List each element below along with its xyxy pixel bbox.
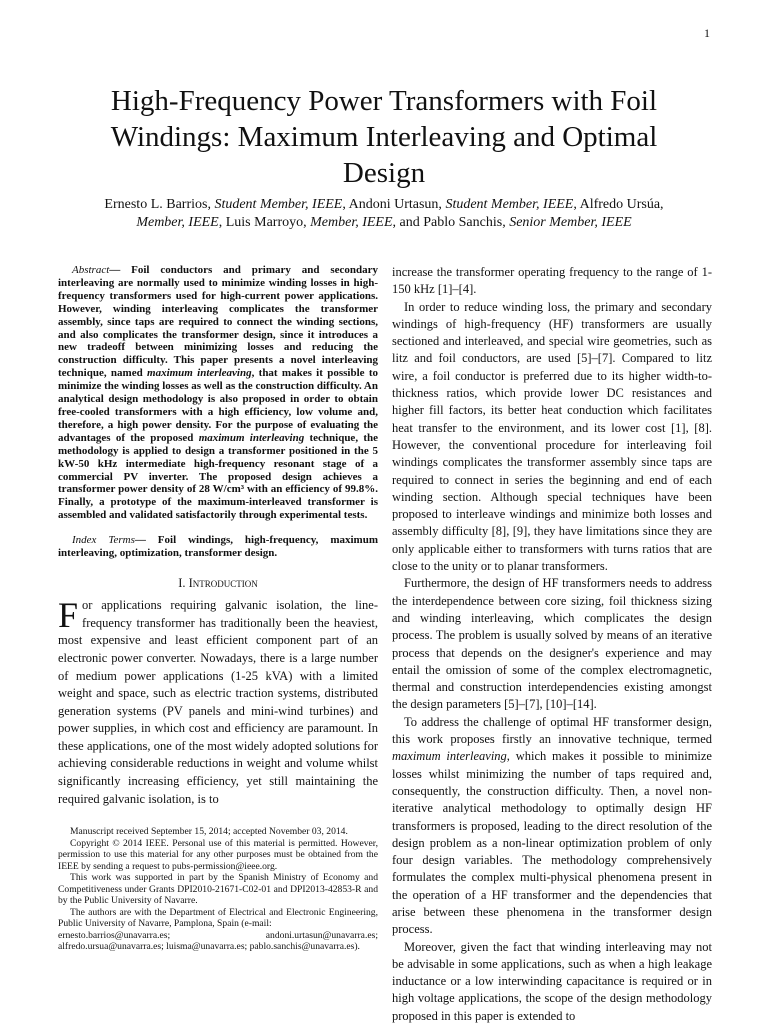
footnote-funding: This work was supported in part by the Spanish Ministry of Economy and Competitiveness under Grants DPI2010-21671-C02-01 and DPI2013-42853-R and by the Public University of Navarre. xyxy=(58,872,378,906)
abstract-label: Abstract xyxy=(72,264,110,276)
index-terms-label: Index Terms xyxy=(72,534,135,547)
right-column xyxy=(392,264,712,1025)
author-role: Member, IEEE xyxy=(310,215,393,230)
footnote-email-row xyxy=(58,930,378,942)
footnote-email-line: alfredo.ursua@unavarra.es; luisma@unavarra.es; pablo.sanchis@unavarra.es). xyxy=(58,941,360,952)
body-paragraph: Moreover, given the fact that winding interleaving may not be advisable in some applications, such as when a high leakage inductance or a low interwinding capacitance is required or in high voltage applications, the scope of the design methodology proposed in this paper is extended to xyxy=(392,939,712,1023)
body-text: To address the challenge of optimal HF transformer design, this work proposes firstly an innovative technique, termed xyxy=(392,714,712,747)
email: andoni.urtasun@unavarra.es; xyxy=(265,929,378,941)
author-list xyxy=(70,196,698,232)
author-name: , and Pablo Sanchis, xyxy=(392,215,510,230)
body-paragraph: Furthermore, the design of HF transformers needs to address the interdependence between core sizing, foil thickness sizing and winding interleaving, which complicates the design process. The problem is usually solved by means of an iterative process that depends on the designer's experience and may entail the omission of some of the complex electromagnetic, thermal and construction interdependencies existing amongst the design parameters [5]–[7], [10]–[14]. xyxy=(392,576,712,712)
author-name: , Alfredo Ursúa, xyxy=(573,197,664,212)
body-paragraph: increase the transformer operating frequency to the range of 1-150 kHz [1]–[4]. xyxy=(392,265,712,297)
page-number: 1 xyxy=(704,26,710,40)
author-name: , Andoni Urtasun, xyxy=(342,197,446,212)
body-paragraph xyxy=(392,714,712,939)
drop-cap: F xyxy=(58,595,79,636)
author-name: Ernesto L. Barrios, xyxy=(104,197,215,212)
abstract-text: Foil conductors and primary and secondary interleaving are normally used to minimize winding losses in high-frequency transformers used for high-current power applications. However, winding interleaving complicates the transformer assembly, since taps are required to connect the winding sections, and also complicates the transformer design, since it introduces a new tradeoff between minimizing losses and reducing the construction difficulty. This paper presents a novel interleaving technique, named xyxy=(58,264,379,380)
body-emphasis: maximum interleaving xyxy=(392,749,507,764)
abstract-text: technique, the methodology is applied to design a transformer positioned in the 5 kW-50 kHz intermediate high-frequency resonant stage of a commercial PV inverter. The proposed design achieves a transformer power density of 28 W/cm³ with an efficiency of 99.8%. Finally, a prototype of the maximum-interleaved transformer is assembled and validated satisfactorily through experimental tests. xyxy=(58,431,379,522)
intro-paragraph xyxy=(58,597,378,808)
section-number: I. xyxy=(178,576,186,591)
footnote-received: Manuscript received September 15, 2014; accepted November 03, 2014. xyxy=(70,826,348,837)
footnote-copyright: Copyright © 2014 IEEE. Personal use of this material is permitted. However, permission to use this material for any other purposes must be obtained from the IEEE by sending a request to pubs-permission@ieee.org. xyxy=(58,837,378,872)
footnote-affiliation: The authors are with the Department of Electrical and Electronic Engineering, Public University of Navarre, Pamplona, Spain (e-mail: xyxy=(58,906,378,929)
paper-title: High-Frequency Power Transformers with Foil Windings: Maximum Interleaving and Optimal Design xyxy=(110,85,658,189)
index-terms-dash: — xyxy=(134,534,158,547)
abstract-emphasis: maximum interleaving xyxy=(198,431,305,444)
author-name: , Luis Marroyo, xyxy=(218,215,311,230)
abstract-emphasis: maximum interleaving xyxy=(147,367,252,380)
author-role: Senior Member, IEEE xyxy=(509,215,632,230)
intro-text: or applications requiring galvanic isolation, the line-frequency transformer has traditionally been the heaviest, most expensive and least efficient component part of an electronic power converter. Nowadays, there is a large number of medium power applications (1-25 kVA) with a limited weight and space, such as electric traction systems, distributed generation systems (PV panels and mini-wind turbines) and power supplies, in which cost and efficiency are paramount. In these applications, one of the most widely adopted solutions for achieving considerable reductions in weight and volume whilst significantly increasing efficiency, yet still maintaining the required galvanic isolation, is to xyxy=(58,598,378,806)
author-role: Student Member, IEEE xyxy=(445,197,574,212)
index-terms xyxy=(58,534,378,560)
abstract-text: , that makes it possible to minimize the winding losses as well as the construction difficulty. An analytical design methodology is also proposed in order to obtain free-cooled transformers with a high efficiency, low volume and, therefore, a high power density. For the purpose of evaluating the advantages of the proposed xyxy=(58,367,379,444)
author-role: Student Member, IEEE xyxy=(214,197,343,212)
author-role: Member, IEEE xyxy=(136,215,219,230)
body-text: , which makes it possible to minimize losses whilst minimizing the number of taps required and, consequently, the construction difficulty. Then, a novel non-iterative analytical methodology to optimally design HF transformers is proposed, leading to the direct resolution of the design problem as a non-linear optimization problem of only four design variables. The methodology comprehensively formulates the complex multi-physical phenomena present in the operation of a HF transformer and the dependencies that arise between these phenomena in the transformer design process. xyxy=(392,749,712,937)
left-column xyxy=(58,264,378,808)
abstract-dash: — xyxy=(109,264,132,276)
email: ernesto.barrios@unavarra.es; xyxy=(58,929,171,941)
footnote xyxy=(58,826,378,953)
section-heading xyxy=(58,576,378,591)
abstract xyxy=(58,264,378,522)
section-title: Introduction xyxy=(188,576,258,591)
body-paragraph: In order to reduce winding loss, the primary and secondary windings of high-frequency (HF) transformers are usually sectioned and interleaved, and special wire geometries, such as litz and foil conductors, are used [5]–[7]. Compared to litz wire, a foil conductor is preferred due to its higher width-to-thickness ratios, which provide lower DC resistances and higher fill factors, its better heat conduction which facilitates heat transfer to the environment, and its lower cost [1], [8]. However, the conventional procedure for interleaving foil windings complicates the transformer assembly since taps are required to connect in series the beginning and end of each winding section. Although special techniques have been proposed to interleave windings and minimize both losses and assembly difficulty [8], [9], they have limitations since they are only applicable either to transformers with turns ratios that are close to the unity or to planar transformers. xyxy=(392,299,712,574)
index-terms-text: Foil windings, high-frequency, maximum interleaving, optimization, transformer design. xyxy=(58,534,378,560)
